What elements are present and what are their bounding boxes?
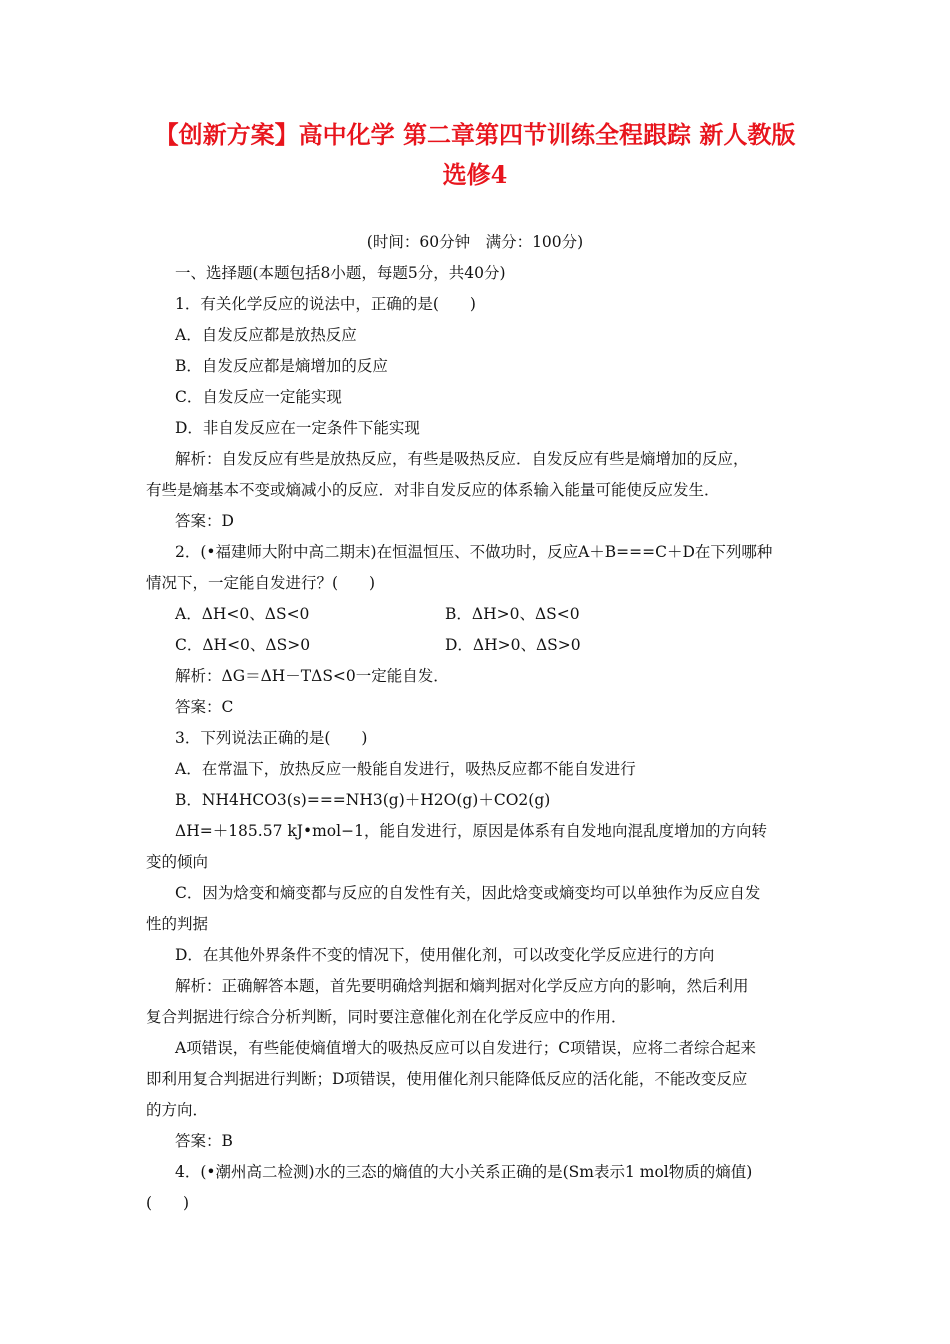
section-heading: 一、选择题(本题包括8小题，每题5分，共40分) [175,264,506,282]
q3-stem: 3．下列说法正确的是( ) [175,729,368,747]
q3-option-d: D．在其他外界条件不变的情况下，使用催化剂，可以改变化学反应进行的方向 [175,946,715,964]
q3-option-b-cont-line1: ΔH=＋185.57 kJ•mol−1，能自发进行，原因是体系有自发地向混乱度增加的方向转 [175,822,767,840]
q3-analysis-line2: 复合判据进行综合分析判断，同时要注意催化剂在化学反应中的作用． [146,1008,627,1026]
q3-option-b-cont-line2: 变的倾向 [146,853,209,871]
q3-option-a: A．在常温下，放热反应一般能自发进行，吸热反应都不能自发进行 [175,760,636,778]
document-title-line2: 选修4 [442,160,508,189]
q1-option-b: B．自发反应都是熵增加的反应 [175,357,388,375]
q3-analysis-line5: 的方向． [146,1101,209,1119]
q3-option-b: B．NH4HCO3(s)===NH3(g)＋H2O(g)＋CO2(g) [175,791,551,809]
q2-stem-line2: 情况下，一定能自发进行？( ) [146,574,376,592]
q1-answer: 答案：D [175,512,234,530]
q2-option-c: C．ΔH<0、ΔS>0 [175,636,311,654]
q2-option-b: B．ΔH>0、ΔS<0 [445,605,580,623]
q3-option-c-line2: 性的判据 [146,915,209,933]
q3-option-c-line1: C．因为焓变和熵变都与反应的自发性有关，因此焓变或熵变均可以单独作为反应自发 [175,884,761,902]
q4-stem-line1: 4．(•潮州高二检测)水的三态的熵值的大小关系正确的是(Sm表示1 mol物质的熵值) [175,1163,753,1181]
document-title-line1: 【创新方案】高中化学 第二章第四节训练全程跟踪 新人教版 [154,120,796,149]
q3-analysis-line4: 即利用复合判据进行判断；D项错误，使用催化剂只能降低反应的活化能，不能改变反应 [146,1070,748,1088]
q1-analysis-line1: 解析：自发反应有些是放热反应，有些是吸热反应．自发反应有些是熵增加的反应， [175,450,749,468]
q2-answer: 答案：C [175,698,234,716]
q2-option-d: D．ΔH>0、ΔS>0 [445,636,581,654]
q1-stem: 1．有关化学反应的说法中，正确的是( ) [175,295,476,313]
time-info: (时间：60分钟 满分：100分) [366,233,584,251]
q3-answer: 答案：B [175,1132,233,1150]
q3-analysis-line3: A项错误，有些能使熵值增大的吸热反应可以自发进行；C项错误，应将二者综合起来 [175,1039,757,1057]
q2-option-a: A．ΔH<0、ΔS<0 [175,605,310,623]
q4-stem-line2: ( ) [146,1194,190,1212]
q1-option-a: A．自发反应都是放热反应 [175,326,357,344]
q2-analysis: 解析：ΔG＝ΔH－TΔS<0一定能自发． [175,667,449,685]
q3-analysis-line1: 解析：正确解答本题，首先要明确焓判据和熵判据对化学反应方向的影响，然后利用 [175,977,749,995]
q1-option-c: C．自发反应一定能实现 [175,388,342,406]
q1-option-d: D．非自发反应在一定条件下能实现 [175,419,420,437]
q1-analysis-line2: 有些是熵基本不变或熵减小的反应．对非自发反应的体系输入能量可能使反应发生． [146,481,720,499]
q2-stem-line1: 2．(•福建师大附中高二期末)在恒温恒压、不做功时，反应A＋B===C＋D在下列哪种 [175,543,773,561]
